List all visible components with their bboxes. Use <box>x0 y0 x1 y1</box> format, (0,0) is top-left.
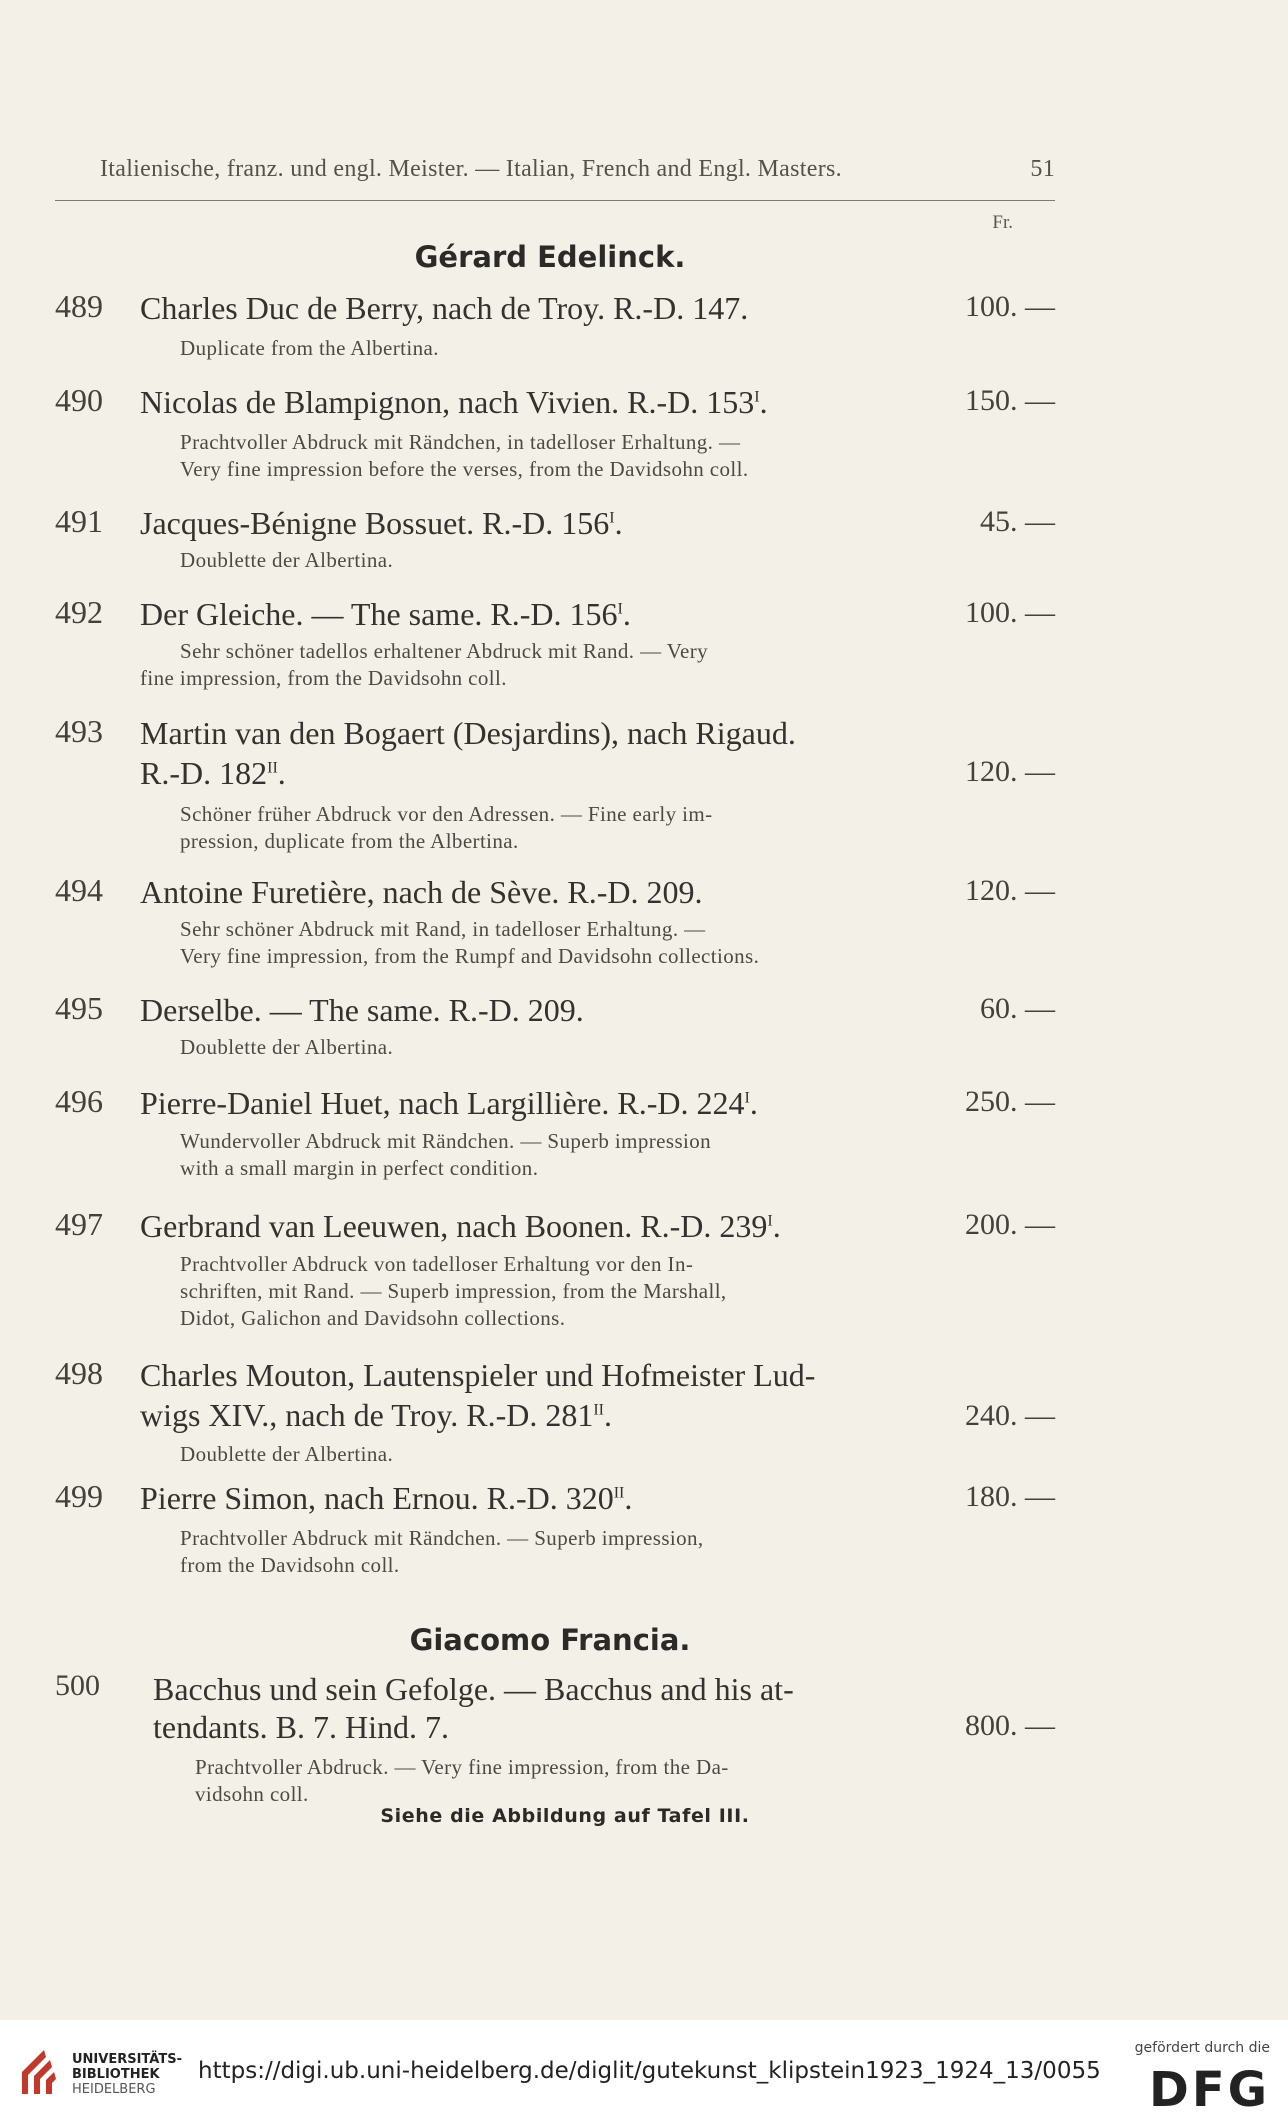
entry-title: Pierre-Daniel Huet, nach Largillière. R.-D. $224^I$. <box>140 1085 758 1121</box>
price: 800. — <box>965 1709 1055 1742</box>
plate-reference-note: Siehe die Abbildung auf Tafel III. <box>380 1805 750 1827</box>
entry-description <box>180 547 975 574</box>
entry-title: Antoine Furetière, nach de Sève. R.-D. 209. <box>140 874 703 910</box>
lot-number: 489 <box>55 288 103 324</box>
lot-number: 493 <box>55 713 103 749</box>
description-line: pression, duplicate from the Albertina. <box>180 829 519 853</box>
entry-title: Gerbrand van Leeuwen, nach Boonen. R.-D. $239^I$. <box>140 1208 781 1244</box>
description-line: Wundervoller Abdruck mit Rändchen. — Superb impression <box>180 1129 712 1153</box>
description-line: from the Davidsohn coll. <box>180 1553 400 1577</box>
description-line: Doublette der Albertina. <box>180 548 394 572</box>
entry-title: Martin van den Bogaert (Desjardins), nach Rigaud. <box>140 715 796 751</box>
price: 250. — <box>965 1085 1055 1118</box>
page-number: 51 <box>1030 156 1055 182</box>
entry-title: Charles Duc de Berry, nach de Troy. R.-D. 147. <box>140 290 749 326</box>
price: 240. — <box>965 1399 1055 1432</box>
dfg-logo: DFG <box>1148 2062 1270 2118</box>
lot-number: 492 <box>55 594 103 630</box>
entry-description <box>180 1525 975 1579</box>
description-line: schriften, mit Rand. — Superb impression, from the Marshall, <box>180 1279 727 1303</box>
description-line: Schöner früher Abdruck vor den Adressen. — Fine early im- <box>180 802 713 826</box>
lot-number: 498 <box>55 1355 103 1391</box>
entry-title: Pierre Simon, nach Ernou. R.-D. $320^{II}$. <box>140 1480 633 1516</box>
entry-title-continued: R.-D. $182^{II}$. <box>140 755 286 791</box>
description-line: with a small margin in perfect condition. <box>180 1156 539 1180</box>
entry-title: Charles Mouton, Lautenspieler und Hofmeister Lud- <box>140 1357 816 1393</box>
entry-title: Der Gleiche. — The same. R.-D. $156^I$. <box>140 596 631 632</box>
description-line: Duplicate from the Albertina. <box>180 336 439 360</box>
entry-title: Jacques-Bénigne Bossuet. R.-D. $156^I$. <box>140 505 623 541</box>
description-line: Doublette der Albertina. <box>180 1035 394 1059</box>
lot-number: 495 <box>55 990 103 1026</box>
entry-title-continued: wigs XIV., nach de Troy. R.-D. $281^{II}$. <box>140 1397 612 1433</box>
lot-number: 496 <box>55 1083 103 1119</box>
entry-description <box>195 1754 975 1808</box>
lot-number: 490 <box>55 382 103 418</box>
price: 100. — <box>965 596 1055 629</box>
state-superscript: I <box>617 600 623 618</box>
running-title: Italienische, franz. und engl. Meister. — Italian, French and Engl. Masters. <box>100 156 842 182</box>
entry-description <box>180 1128 975 1182</box>
library-logo-icon <box>14 2046 60 2098</box>
state-superscript: II <box>267 759 278 777</box>
description-line: Didot, Galichon and Davidsohn collections. <box>180 1306 566 1330</box>
state-superscript: I <box>609 509 615 527</box>
header-rule <box>55 200 1055 201</box>
price: 200. — <box>965 1208 1055 1241</box>
state-superscript: I <box>754 388 760 406</box>
description-line: Sehr schöner tadellos erhaltener Abdruck mit Rand. — Very <box>180 639 709 663</box>
description-line: fine impression, from the Davidsohn coll. <box>140 666 507 690</box>
artist-heading: Giacomo Francia. <box>409 1623 691 1657</box>
lot-number: 499 <box>55 1478 103 1514</box>
price: 120. — <box>965 755 1055 788</box>
price: 45. — <box>980 505 1055 538</box>
entry-description <box>180 1251 975 1332</box>
entry-title: Nicolas de Blampignon, nach Vivien. R.-D. $153^I$. <box>140 384 768 420</box>
description-line: Prachtvoller Abdruck mit Rändchen. — Superb impression, <box>180 1526 704 1550</box>
entry-title-continued: tendants. B. 7. Hind. 7. <box>153 1709 449 1745</box>
state-superscript: I <box>744 1089 750 1107</box>
description-line: Prachtvoller Abdruck von tadelloser Erhaltung vor den In- <box>180 1252 694 1276</box>
entry-title: Bacchus und sein Gefolge. — Bacchus and his at- <box>153 1671 794 1707</box>
lot-number: 500 <box>55 1669 100 1702</box>
description-line: Very fine impression before the verses, from the Davidsohn coll. <box>180 457 749 481</box>
lot-number: 491 <box>55 503 103 539</box>
price: 60. — <box>980 992 1055 1025</box>
entry-description <box>140 638 975 692</box>
currency-label: Fr. <box>992 212 1013 233</box>
description-line: Prachtvoller Abdruck mit Rändchen, in tadelloser Erhaltung. — <box>180 430 741 454</box>
description-line: Doublette der Albertina. <box>180 1442 394 1466</box>
entry-title: Derselbe. — The same. R.-D. 209. <box>140 992 584 1028</box>
description-line: vidsohn coll. <box>195 1782 309 1806</box>
library-name: UNIVERSITÄTS- BIBLIOTHEK HEIDELBERG <box>72 2052 182 2097</box>
price: 180. — <box>965 1480 1055 1513</box>
entry-description <box>180 1441 975 1468</box>
state-superscript: II <box>613 1484 625 1502</box>
footer-bar <box>0 2020 1288 2120</box>
state-superscript: I <box>767 1212 773 1230</box>
lot-number: 497 <box>55 1206 103 1242</box>
permalink[interactable]: https://digi.ub.uni-heidelberg.de/diglit/gutekunst_klipstein1923_1924_13/0055 <box>198 2058 1101 2084</box>
price: 120. — <box>965 874 1055 907</box>
price: 100. — <box>965 290 1055 323</box>
entry-description <box>180 801 975 855</box>
price: 150. — <box>965 384 1055 417</box>
description-line: Sehr schöner Abdruck mit Rand, in tadelloser Erhaltung. — <box>180 917 706 941</box>
entry-description <box>180 429 975 483</box>
state-superscript: II <box>593 1401 604 1419</box>
entry-description <box>180 1034 975 1061</box>
description-line: Very fine impression, from the Rumpf and Davidsohn collections. <box>180 944 760 968</box>
funded-by-label: gefördert durch die <box>1134 2040 1270 2056</box>
description-line: Prachtvoller Abdruck. — Very fine impression, from the Da- <box>195 1755 729 1779</box>
entry-description <box>180 335 975 362</box>
lot-number: 494 <box>55 872 103 908</box>
entry-description <box>180 916 1000 970</box>
artist-heading: Gérard Edelinck. <box>414 240 686 274</box>
